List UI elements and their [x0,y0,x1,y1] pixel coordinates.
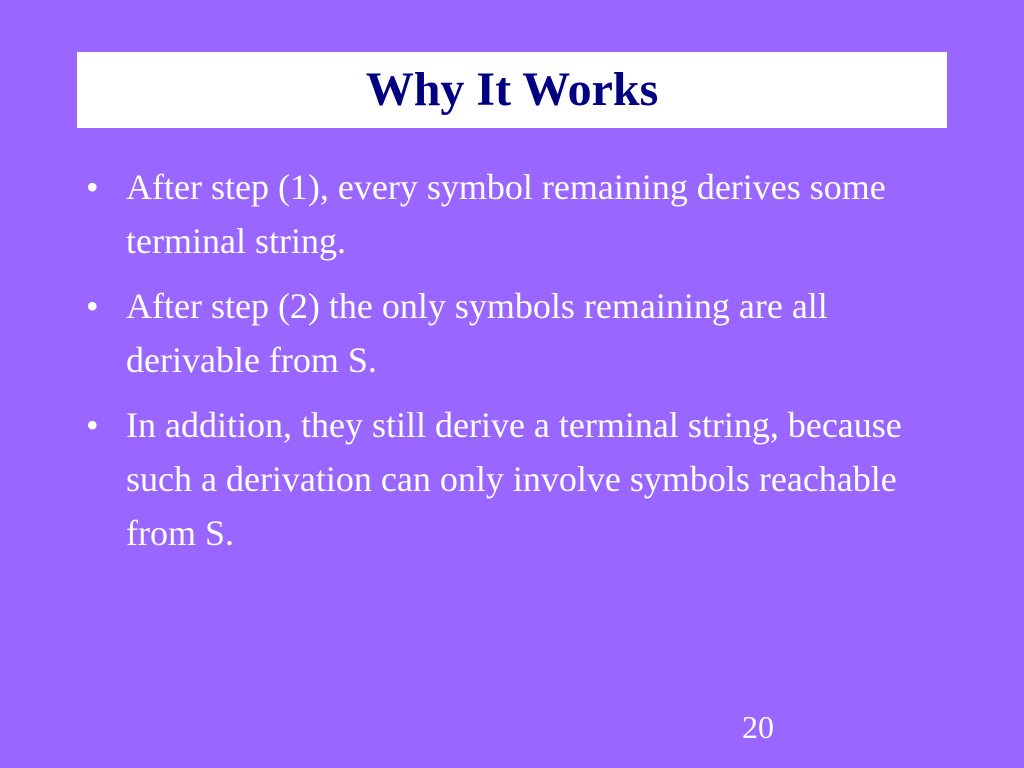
bullet-list [82,160,902,571]
bullet-text-3: In addition, they still derive a terminal string, because such a derivation can only involve symbols reachable from S. [126,405,902,553]
title-box [77,52,947,128]
bullet-text-1: After step (1), every symbol remaining derives some terminal string. [126,167,886,261]
bullet-text-2: After step (2) the only symbols remaining are all derivable from S. [126,286,828,380]
bullet-dot-icon: • [86,405,99,445]
bullet-item-2 [82,279,902,387]
slide-title: Why It Works [365,63,659,116]
page-number: 20 [742,709,774,745]
bullet-dot-icon: • [86,286,99,326]
bullet-item-1 [82,160,902,268]
bullet-dot-icon: • [86,167,99,207]
bullet-item-3 [82,398,902,560]
